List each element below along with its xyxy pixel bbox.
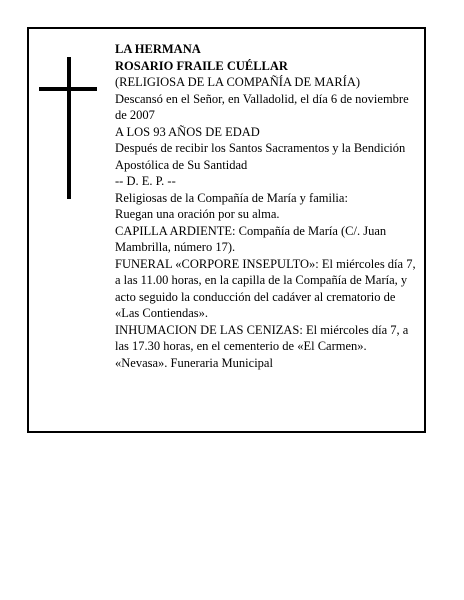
- age-statement: A LOS 93 AÑOS DE EDAD: [115, 124, 260, 139]
- funeral-info: FUNERAL «CORPORE INSEPULTO»: El miércoles día 7, a las 11.00 horas, en la capilla de la Compañía de María, y acto seguido la conducción del cadáver al crematorio de «Las Contiendas».: [115, 256, 416, 320]
- funeral-home: «Nevasa». Funeraria Municipal: [115, 355, 273, 370]
- chapel-info: CAPILLA ARDIENTE: Compañía de María (C/. Juan Mambrilla, número 17).: [115, 223, 387, 254]
- religious-order: (RELIGIOSA DE LA COMPAÑÍA DE MARÍA): [115, 75, 361, 89]
- obituary-notice: [27, 27, 426, 433]
- inhumation-info: INHUMACION DE LAS CENIZAS: El miércoles día 7, a las 17.30 horas, en el cementerio de «El Carmen».: [115, 322, 409, 353]
- obituary-text: [115, 41, 421, 371]
- family-line: Religiosas de la Compañía de María y familia:: [115, 190, 348, 205]
- prayer-request: Ruegan una oración por su alma.: [115, 207, 280, 221]
- cross-vertical-bar: [67, 57, 71, 199]
- heading-sister: LA HERMANA: [115, 42, 201, 56]
- sacraments-statement: Después de recibir los Santos Sacramentos y la Bendición Apostólica de Su Santidad: [115, 141, 406, 172]
- rip-line: -- D. E. P. --: [115, 174, 176, 188]
- death-statement: Descansó en el Señor, en Valladolid, el día 6 de noviembre de 2007: [115, 91, 409, 122]
- cross-icon: [39, 57, 97, 199]
- deceased-name: ROSARIO FRAILE CUÉLLAR: [115, 58, 288, 73]
- cross-horizontal-bar: [39, 87, 97, 91]
